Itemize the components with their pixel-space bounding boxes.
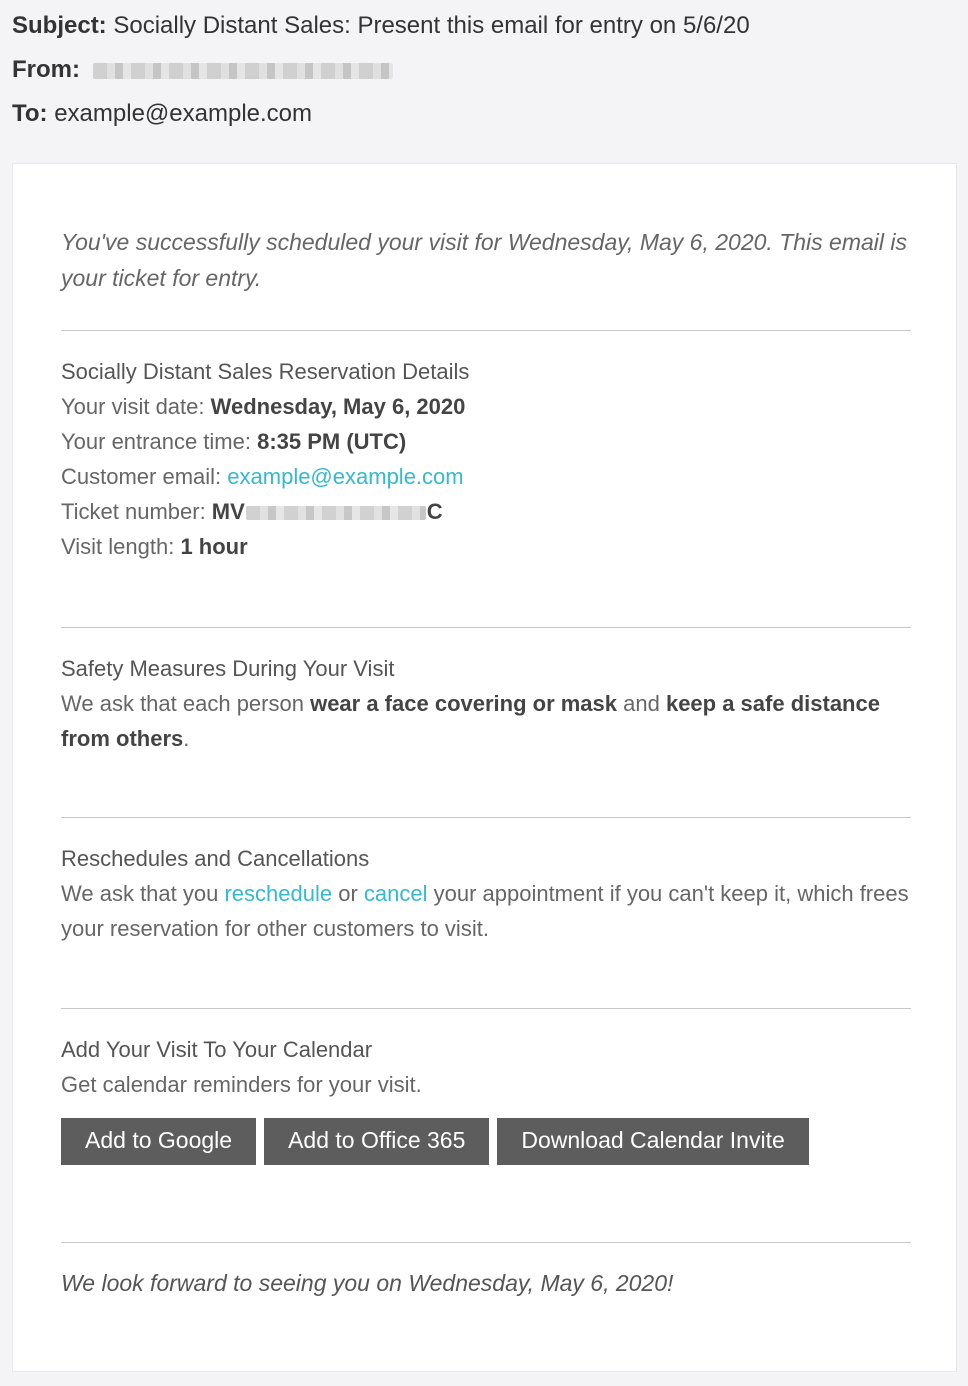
from-redacted-address — [93, 63, 393, 79]
entrance-time-row — [61, 424, 911, 459]
customer-email-label: Customer email: — [61, 464, 228, 489]
from-row — [12, 52, 952, 96]
visit-date-value: Wednesday, May 6, 2020 — [210, 394, 466, 419]
safety-text — [61, 686, 911, 756]
subject-label: Subject: — [12, 12, 107, 39]
safety-distance: keep a safe distance from others — [61, 691, 880, 751]
to-label: To: — [12, 100, 48, 127]
entrance-time-value: 8:35 PM (UTC) — [257, 429, 407, 454]
divider — [61, 817, 911, 818]
safety-face-covering: wear a face covering or mask — [310, 691, 618, 716]
reschedule-link[interactable]: reschedule — [224, 881, 333, 906]
reschedule-text-part: We ask that you — [61, 881, 225, 906]
subject-row — [12, 8, 952, 52]
reschedule-text-part: your appointment if you can't keep it, which frees your reservation for other customers to visit. — [61, 881, 909, 941]
customer-email-row — [61, 459, 911, 494]
reschedule-section — [61, 841, 911, 946]
customer-email-link[interactable]: example@example.com — [227, 464, 464, 489]
safety-heading: Safety Measures During Your Visit — [61, 656, 395, 681]
ticket-number-prefix: MV — [211, 499, 245, 524]
visit-length-row — [61, 529, 911, 564]
ticket-number-redacted — [246, 506, 426, 520]
to-address: example@example.com — [54, 100, 313, 127]
cancel-link[interactable]: cancel — [363, 881, 428, 906]
safety-text-part: . — [183, 726, 190, 751]
calendar-buttons — [61, 1118, 911, 1165]
visit-date-label: Your visit date: — [61, 394, 211, 419]
reschedule-heading: Reschedules and Cancellations — [61, 846, 370, 871]
calendar-text: Get calendar reminders for your visit. — [61, 1072, 422, 1097]
reservation-details-heading: Socially Distant Sales Reservation Details — [61, 359, 470, 384]
safety-text-part: We ask that each person — [61, 691, 311, 716]
safety-text-part: and — [617, 691, 666, 716]
divider — [61, 627, 911, 628]
calendar-heading: Add Your Visit To Your Calendar — [61, 1037, 373, 1062]
calendar-section — [61, 1032, 911, 1165]
visit-length-value: 1 hour — [180, 534, 248, 559]
reservation-details-section — [61, 354, 911, 564]
closing-message: We look forward to seeing you on Wednesday, May 6, 2020! — [61, 1270, 674, 1296]
reschedule-text — [61, 876, 911, 946]
divider — [61, 1008, 911, 1009]
ticket-number-row — [61, 494, 911, 529]
download-calendar-invite-button[interactable]: Download Calendar Invite — [497, 1118, 808, 1165]
intro-message: You've successfully scheduled your visit for Wednesday, May 6, 2020. This email is your ticket for entry. — [61, 229, 907, 291]
email-header — [12, 8, 952, 140]
visit-date-row — [61, 389, 911, 424]
ticket-number-label: Ticket number: — [61, 499, 212, 524]
visit-length-label: Visit length: — [61, 534, 181, 559]
entrance-time-label: Your entrance time: — [61, 429, 258, 454]
subject-text: Socially Distant Sales: Present this email for entry on 5/6/20 — [113, 12, 750, 39]
to-row — [12, 96, 952, 140]
ticket-number-suffix: C — [426, 499, 443, 524]
divider — [61, 1242, 911, 1243]
add-to-google-button[interactable]: Add to Google — [61, 1118, 256, 1165]
reschedule-text-part: or — [332, 881, 364, 906]
safety-section — [61, 651, 911, 756]
divider — [61, 330, 911, 331]
add-to-office365-button[interactable]: Add to Office 365 — [264, 1118, 489, 1165]
email-body-card — [12, 163, 957, 1372]
from-label: From: — [12, 56, 80, 83]
